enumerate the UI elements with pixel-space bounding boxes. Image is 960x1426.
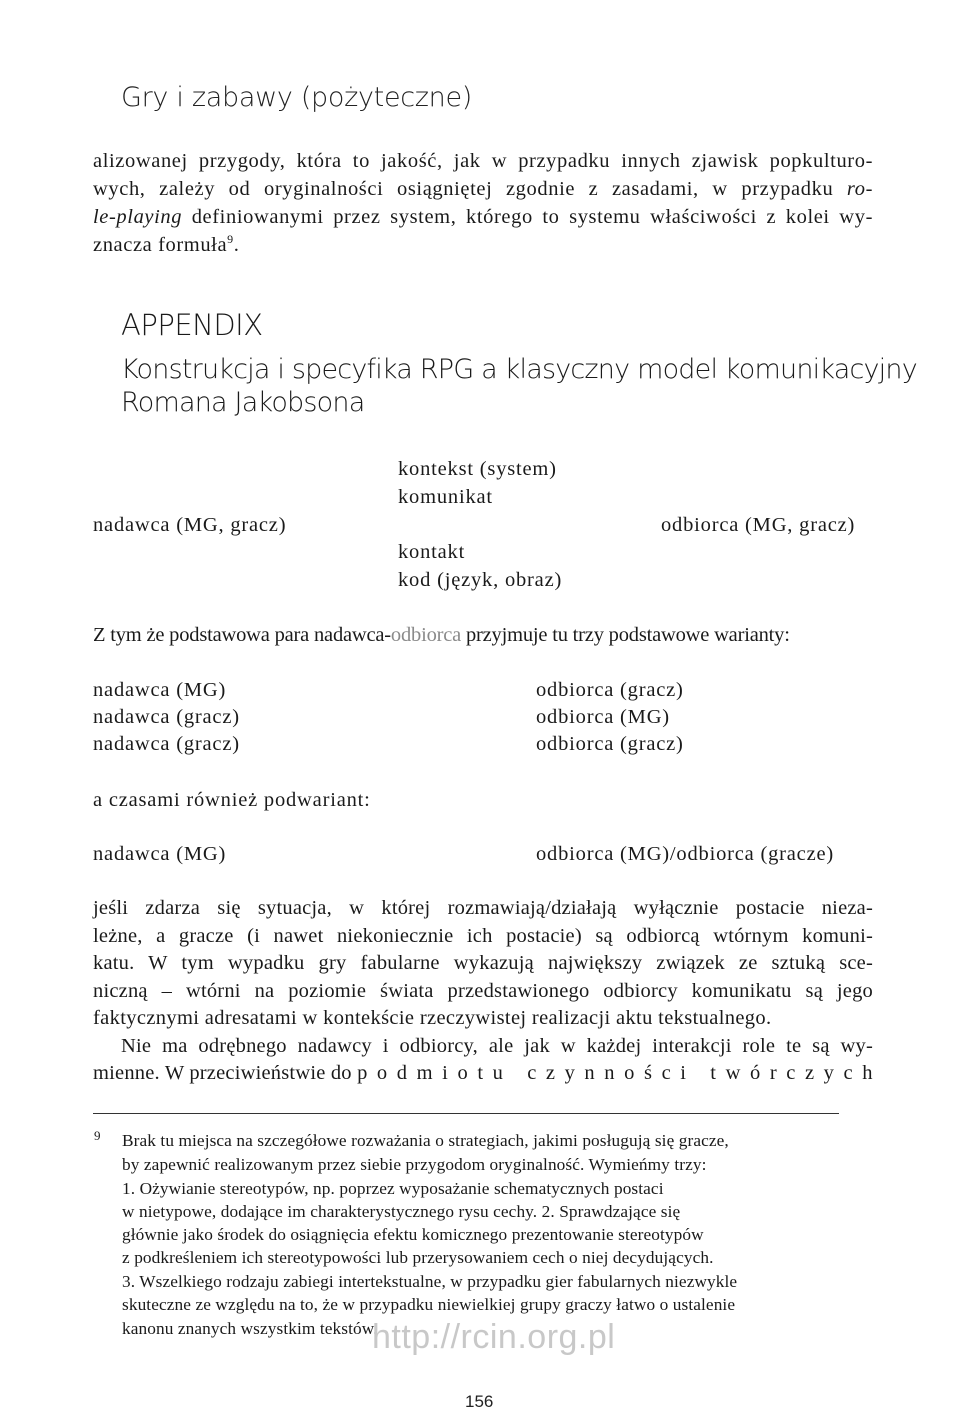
subvariant-sender: nadawca (MG) [93, 843, 227, 865]
variants-intro-faded: odbiorca [390, 624, 462, 646]
footnote-line: głównie jako środek do osiągnięcia efektu komicznego prezentowanie stereotypów [122, 1225, 704, 1244]
footnote-line: z podkreśleniem ich stereotypowości lub przerysowaniem cech o niej decydujących. [122, 1248, 714, 1267]
footnote-line: by zapewnić realizowanym przez siebie przygodom oryginalność. Wymieńmy trzy: [122, 1155, 707, 1174]
variant-3-sender: nadawca (gracz) [93, 733, 240, 755]
paragraph1-line4-end: . [233, 234, 240, 256]
diagram-code: kod (język, obraz) [398, 569, 563, 591]
footnote-line: 1. Ożywianie stereotypów, np. poprzez wyposażanie schematycznych postaci [122, 1179, 664, 1198]
variant-2-receiver: odbiorca (MG) [536, 706, 670, 728]
paragraph3-line2 [93, 1062, 882, 1085]
diagram-receiver: odbiorca (MG, gracz) [661, 514, 856, 536]
variants-intro-before: Z tym że podstawowa para nadawca- [93, 624, 391, 646]
paragraph2-line5: faktycznymi adresatami w kontekście rzeczywistej realizacji aktu tekstualnego. [93, 1007, 772, 1029]
variant-1-sender: nadawca (MG) [93, 679, 227, 701]
paragraph1-line1: alizowanej przygody, która to jakość, jak w przypadku innych zjawisk popkulturo- [93, 150, 873, 172]
paragraph3-line2-start: mienne. W przeciwieństwie do [93, 1062, 352, 1084]
subvariant-intro: a czasami również podwariant: [93, 789, 371, 811]
paragraph3-line2-spaced: podmiotu czynności twórczych [357, 1062, 883, 1084]
paragraph2-line1: jeśli zdarza się sytuacja, w której rozmawiają/działają wyłącznie postacie nieza- [93, 897, 873, 919]
paragraph3-line1: Nie ma odrębnego nadawcy i odbiorcy, ale jak w każdej interakcji role te są wy- [121, 1035, 873, 1057]
variants-intro-after: przyjmuje tu trzy podstawowe warianty: [461, 624, 790, 646]
paragraph2-line3: katu. W tym wypadku gry fabularne wykazują największy związek ze sztuką sce- [93, 952, 873, 974]
variant-1-receiver: odbiorca (gracz) [536, 679, 684, 701]
paragraph1-line4-text: znacza formuła [93, 234, 228, 256]
footnote-line: 3. Wszelkiego rodzaju zabiegi intertekstualne, w przypadku gier fabularnych niezwykle [122, 1272, 738, 1291]
paragraph1-line3-text: definiowanymi przez system, którego to systemu właściwości z kolei wy- [191, 206, 873, 228]
footnote-rule [93, 1113, 839, 1114]
paragraph2-line4: niczną – wtórni na poziomie świata przedstawionego odbiorcy komunikatu są jego [93, 980, 873, 1002]
footnote-line: skuteczne ze względu na to, że w przypadku niewielkiej grupy graczy łatwo o ustalenie [122, 1295, 736, 1314]
footnote-line: w nietypowe, dodające im charakterystycznego rysu cechy. 2. Sprawdzające się [122, 1202, 681, 1221]
paragraph2-line2: leżne, a gracze (i nawet niekoniecznie ich postacie) są odbiorcą wtórnym komuni- [93, 925, 873, 947]
watermark: http://rcin.org.pl [372, 1318, 616, 1356]
variant-3-receiver: odbiorca (gracz) [536, 733, 684, 755]
paragraph1-line2-text: wych, zależy od oryginalności osiągniętej zgodnie z zasadami, w przypadku [93, 178, 834, 200]
paragraph1-line3-italic: le-playing [93, 206, 183, 228]
paragraph1-line3 [93, 206, 873, 229]
running-head: Gry i zabawy (pożyteczne) [121, 82, 473, 113]
footnote-line: kanonu znanych wszystkim tekstów. [122, 1319, 378, 1338]
variants-intro [93, 624, 790, 647]
appendix-subtitle-line1: Konstrukcja i specyfika RPG a klasyczny model komunikacyjny [121, 354, 917, 385]
variant-2-sender: nadawca (gracz) [93, 706, 240, 728]
footnote-line: Brak tu miejsca na szczegółowe rozważania o strategiach, jakimi posługują się gracze, [122, 1131, 729, 1150]
diagram-message: komunikat [398, 486, 493, 508]
paragraph1-line2-italic: ro- [846, 178, 873, 200]
appendix-subtitle-line2: Romana Jakobsona [121, 387, 365, 418]
appendix-title: APPENDIX [121, 308, 263, 342]
diagram-sender: nadawca (MG, gracz) [93, 514, 287, 536]
paragraph1-line4 [93, 234, 240, 257]
paragraph1-line2 [93, 178, 873, 201]
footnote-mark: 9 [94, 1128, 101, 1143]
subvariant-receiver: odbiorca (MG)/odbiorca (gracze) [536, 843, 834, 865]
diagram-context: kontekst (system) [398, 458, 557, 480]
page-number: 156 [465, 1392, 494, 1411]
footnote-ref: 9 [227, 232, 234, 247]
diagram-contact: kontakt [398, 541, 466, 563]
